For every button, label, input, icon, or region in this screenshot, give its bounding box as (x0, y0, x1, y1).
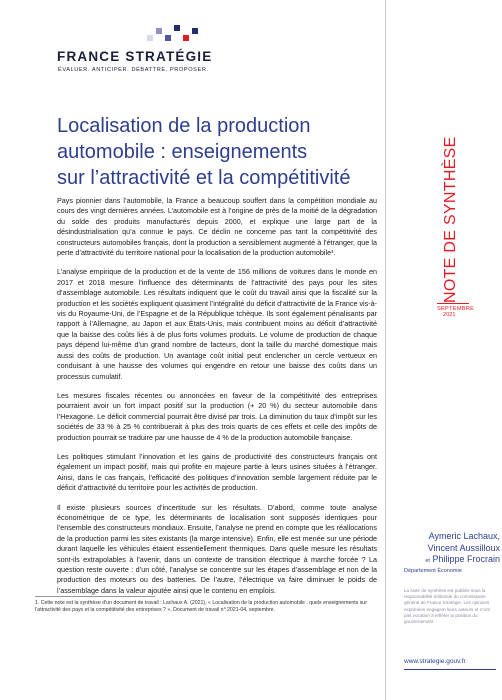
logo-squares (147, 25, 197, 51)
summary-body (57, 196, 377, 605)
paragraph: Pays pionnier dans l’automobile, la France a beaucoup souffert dans la compétition mondiale au cours des vingt dernières années. L’automobile est à l’origine de près de la moitié de la dégradation du solde des produits manufacturés depuis 2000, et explique une large part de la désindustrialisation qu’a connue le pays. Ce déclin ne concerne pas tant la compétitivité des constructeurs automobiles français, dont la production a sensiblement augmenté à l’étranger, que la perte d’attractivité du territoire national pour la localisation de la production automobile¹. (57, 196, 377, 258)
side-date (437, 306, 497, 318)
website-link[interactable]: www.strategie.gouv.fr (404, 658, 466, 665)
column-divider (385, 0, 386, 700)
authors (395, 531, 500, 568)
editorial-note: La Note de synthèse est publiée sous la responsabilité éditoriale du commissaire général de France Stratégie. Les opinions exprimées engagent leurs auteurs et n’ont pas vocation à refléter la position du gouvernement. (404, 588, 490, 625)
website-underline (404, 669, 496, 670)
side-label-box (440, 136, 462, 303)
page-title (57, 113, 387, 191)
side-rule (437, 303, 469, 304)
title-line: Localisation de la production (57, 115, 311, 137)
author-name (395, 554, 500, 568)
department: Département Économie (404, 568, 462, 574)
brand-name: FRANCE STRATÉGIE (57, 49, 213, 64)
paragraph: Les politiques stimulant l’innovation et les gains de productivité des constructeurs français ont également un impact positif, mais qui profite en majeure partie à leurs usines situées à l’étranger. Ainsi, dans le cas français, l’efficacité des politiques d’innovation semble largement réduite par le déficit d’attractivité du territoire pour les activités de production. (57, 451, 377, 493)
date-month: SEPTEMBRE (437, 306, 475, 312)
footnote-divider (35, 596, 155, 597)
author-name-last: Philippe Frocrain (432, 554, 500, 564)
side-label: NOTE DE SYNTHÈSE (442, 136, 459, 303)
author-name: Vincent Aussilloux (427, 542, 500, 553)
author-name: Aymeric Lachaux, (428, 531, 500, 541)
paragraph: Il existe plusieurs sources d’incertitude sur les résultats. D’abord, comme toute analyse économétrique de ce type, les déterminants de localisation sont supposés identiques pour l’ensemble des constructeurs mondiaux. Ensuite, l’analyse ne prend en compte que les réallocations de la production parmi les sites existants (la marge intensive). Enfin, elle est menée sur une période durant laquelle les véhicules étaient essentiellement thermiques. Dans quelle mesure les résultats sont-ils extrapolables à l’avenir, dans un contexte de transition électrique à marche forcée ? La question reste ouverte : d’un côté, l’analyse se concentre sur les étapes d’assemblage et non de la production des moteurs ou des batteries. De l’autre, l’électrique va faire diminuer le poids de l’assemblage dans la valeur ajoutée ainsi que le contenu en emplois. (57, 502, 377, 595)
title-line: automobile : enseignements (57, 141, 308, 163)
author-conjunction: et (425, 558, 430, 564)
brand-tagline: ÉVALUER. ANTICIPER. DÉBATTRE. PROPOSER. (58, 67, 209, 73)
date-year: 2021 (443, 312, 456, 318)
paragraph: Les mesures fiscales récentes ou annoncées en faveur de la compétitivité des entreprises pourraient avoir un fort impact positif sur la production (+ 20 %) du secteur automobile dans l’Hexagone. Le déficit commercial pourrait être divisé par trois. La diminution du taux d’impôt sur les sociétés de 33 % à 25 % contribuerait à plus des trois quarts de ces effets et celle des impôts de production pourrait se traduire par une hausse de 4 % de la production automobile française. (57, 390, 377, 442)
paragraph: L’analyse empirique de la production et de la vente de 156 millions de voitures dans le monde en 2017 et 2018 mesure l’influence des déterminants de l’attractivité des pays pour les sites d’assemblage automobile. Les résultats indiquent que le coût du travail ainsi que la fiscalité sur la production et les sociétés expliquent quasiment l’intégralité du déficit d’attractivité de la France vis-à-vis du Royaume-Uni, de l’Espagne et de la République tchèque. Ils sont également pénalisants par rapport à l’Allemagne, au Japon et aux États-Unis, mais contribuent moins au déficit d’attractivité que la baisse des coûts liés à de plus forts volumes produits. Le volume de production de chaque pays dépend lui-même d’un grand nombre de facteurs, dont la taille du marché domestique mais aussi des coûts de production. Un avantage coût initial peut enclencher un cercle vertueux en conduisant à une hausse des volumes qui engendre en retour une baisse des coûts dans un processus cumulatif. (57, 267, 378, 381)
title-line: sur l’attractivité et la compétitivité (57, 167, 351, 189)
footnote: 1. Cette note est la synthèse d’un document de travail : Lachaux A. (2021), « Localisation de la production automobile : quels enseignements sur l’attractivité des pays et la compétitivité des entreprises ? », Document de travail n° 2021-04, septembre. (35, 600, 367, 613)
